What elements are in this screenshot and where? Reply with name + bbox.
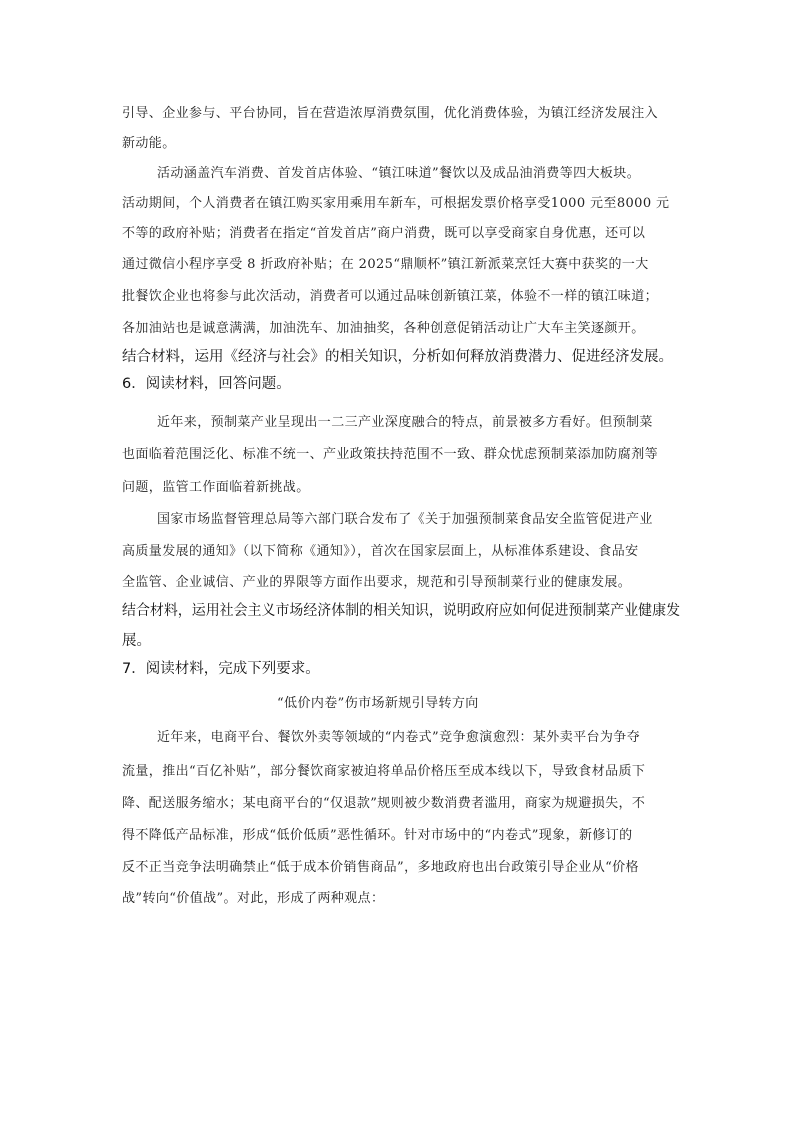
material-title: “低价内卷”伤市场新规引导转方向 xyxy=(277,696,479,711)
material-line: 批餐饮企业也将参与此次活动，消费者可以通过品味创新镇江菜，体验不一样的镇江味道； xyxy=(122,289,659,304)
material-line: 全监管、企业诚信、产业的界限等方面作出要求，规范和引导预制菜行业的健康发展。 xyxy=(122,575,632,590)
material-line: 引导、企业参与、平台协同，旨在营造浓厚消费氛围，优化消费体验，为镇江经济发展注入 xyxy=(122,106,659,121)
material-line: 反不正当竞争法明确禁止“低于成本价销售商品”，多地政府也出台政策引导企业从“价格 xyxy=(122,860,639,875)
material-line: 问题，监管工作面临着新挑战。 xyxy=(122,480,310,495)
material-line: 高质量发展的通知》（以下简称《通知》），首次在国家层面上，从标准体系建设、食品安 xyxy=(122,544,639,559)
question-prompt: 展。 xyxy=(122,633,151,649)
material-line: 也面临着范围泛化、标准不统一、产业政策扶持范围不一致、群众忧虑预制菜添加防腐剂等 xyxy=(122,447,659,462)
material-line: 各加油站也是诚意满满，加油洗车、加油抽奖，各种创意促销活动让广大车主笑逐颜开。 xyxy=(122,321,645,336)
material-line: 战”转向“价值战”。对此，形成了两种观点： xyxy=(122,891,385,906)
material-line: 通过微信小程序享受 8 折政府补贴；在 2025“鼎顺杯”镇江新派菜烹饪大赛中获奖的一大 xyxy=(122,257,649,272)
material-line: 活动期间，个人消费者在镇江购买家用乘用车新车，可根据发票价格享受1000 元至8000 元 xyxy=(122,196,670,211)
material-line: 得不降低产品标准，形成“低价低质”恶性循环。针对市场中的“内卷式”现象，新修订的 xyxy=(122,828,633,843)
material-line: 近年来，电商平台、餐饮外卖等领域的“内卷式”竞争愈演愈烈：某外卖平台为争夺 xyxy=(157,730,641,745)
question-prompt: 结合材料，运用社会主义市场经济体制的相关知识，说明政府应如何促进预制菜产业健康发 xyxy=(122,603,681,619)
material-line: 降、配送服务缩水；某电商平台的“仅退款”规则被少数消费者滥用，商家为规避损失，不 xyxy=(122,796,646,811)
question-heading: 6．阅读材料，回答问题。 xyxy=(122,376,291,392)
material-line: 不等的政府补贴；消费者在指定“首发首店”商户消费，既可以享受商家自身优惠，还可以 xyxy=(122,226,646,241)
question-heading: 7．阅读材料，完成下列要求。 xyxy=(122,661,320,677)
material-line: 国家市场监督管理总局等六部门联合发布了《关于加强预制菜食品安全监管促进产业 xyxy=(157,512,653,527)
material-line: 流量，推出“百亿补贴”，部分餐饮商家被迫将单品价格压至成本线以下，导致食材品质下 xyxy=(122,764,646,779)
material-line: 近年来，预制菜产业呈现出一二三产业深度融合的特点，前景被多方看好。但预制菜 xyxy=(157,415,653,430)
question-prompt: 结合材料，运用《经济与社会》的相关知识，分析如何释放消费潜力、促进经济发展。 xyxy=(122,349,673,365)
material-line: 活动涵盖汽车消费、首发首店体验、“镇江味道”餐饮以及成品油消费等四大板块。 xyxy=(157,166,641,181)
material-line: 新动能。 xyxy=(122,136,176,151)
